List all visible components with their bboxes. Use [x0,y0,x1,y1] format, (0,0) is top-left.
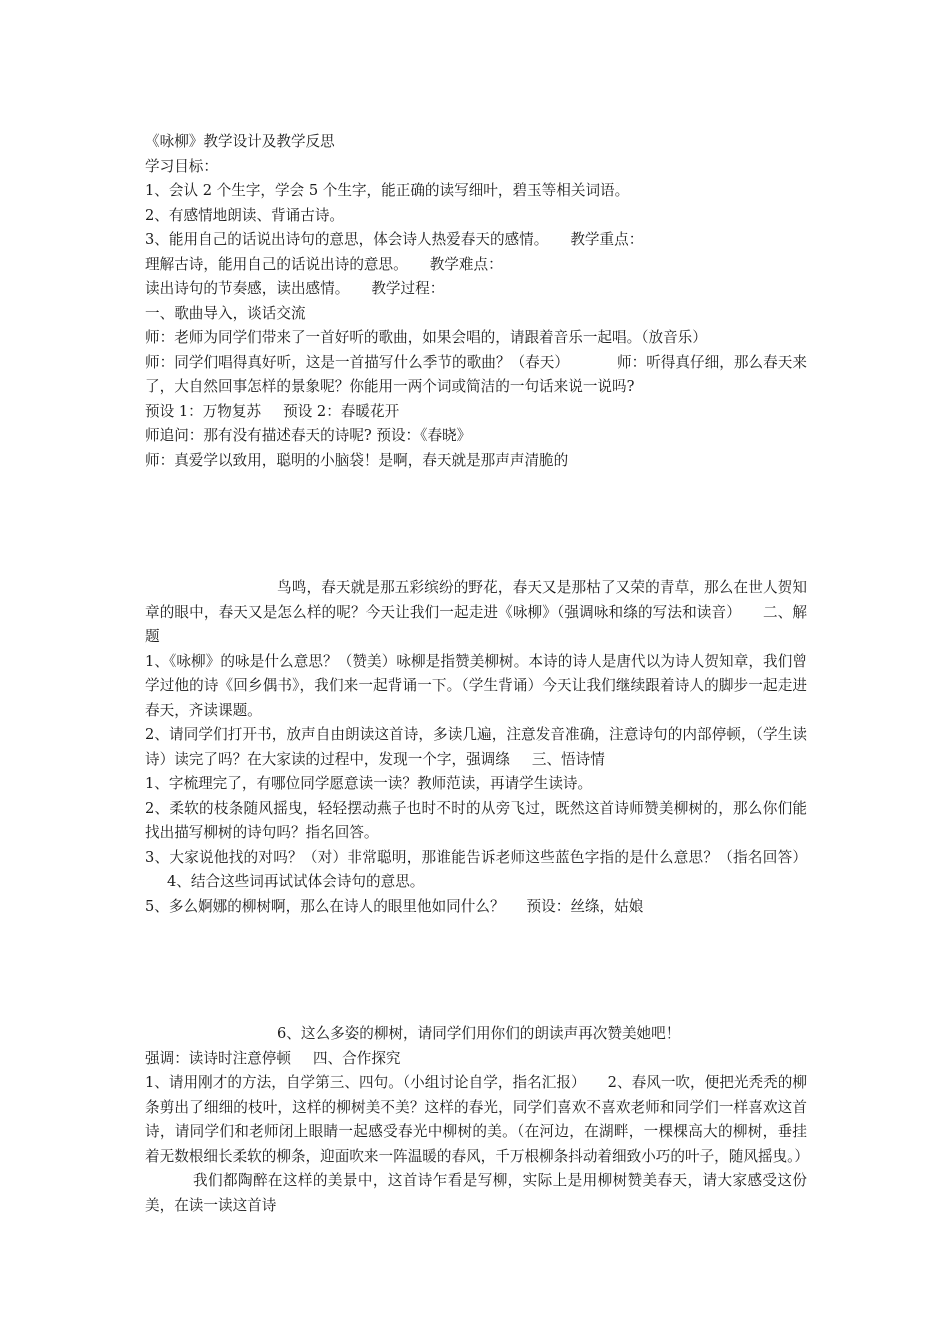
teacher-line-2: 师：同学们唱得真好听，这是一首描写什么季节的歌曲？（春天） 师：听得真仔细，那么春天来了，大自然回事怎样的景象呢？你能用一两个词或简洁的一句话来说一说吗? [145,353,807,395]
paragraph-praise: 6、这么多姿的柳树，请同学们用你们的朗读声再次赞美她吧！ [277,1025,681,1042]
objective-2: 2、有感情地朗读、背诵古诗。 [145,206,345,224]
difficulties-line [145,277,807,302]
teacher-followup: 师追问：那有没有描述春天的诗呢? 预设：《春晓》 [145,427,472,444]
paragraph-graceful: 5、多么婀娜的柳树啊，那么在诗人的眼里他如同什么？ 预设：丝绦，姑娘 [145,897,644,915]
difficulties-heading: 教学难点： [429,255,503,273]
key-points-line [145,253,807,278]
difficulties: 读出诗句的节奏感，读出感情。 [145,280,350,297]
preset-line: 预设 1：万物复苏 预设 2：春暖花开 [145,402,400,420]
paragraph-self-study: 1、请用刚才的方法，自学第三、四句。（小组讨论自学，指名汇报） 2、春风一吹，便把光秃秃的柳条剪出了细细的枝叶，这样的柳树美不美？这样的春光，同学们喜欢不喜欢老师和同学们一样喜欢这首诗，请同学们和老师闭上眼睛一起感受春光中柳树的美。（在河边，在湖畔，一棵棵高大的柳树，垂挂着无数根细长柔软的柳条，迎面吹来一阵温暖的春风，千万根柳条抖动着细致小巧的叶子，随风摇曳。）我们都陶醉在这样的美景中，这首诗乍看是写柳，实际上是用柳树赞美春天，请大家感受这份美，在读一读这首诗 [145,1074,810,1214]
section-objectives [145,130,807,473]
paragraph-find: 2、柔软的枝条随风摇曳，轻轻摆动燕子也时不时的从旁飞过，既然这首诗师赞美柳树的，那么你们能找出描写柳树的诗句吗？指名回答。 [145,799,807,841]
paragraph-blue-words: 3、大家说他找的对吗？（对）非常聪明，那谁能告诉老师这些蓝色字指的是什么意思？（指名回答）4、结合这些词再试试体会诗句的意思。 [145,848,807,890]
key-points-heading: 教学重点： [570,231,644,248]
step-2-heading: 二、解题 [145,603,807,645]
step-3-heading: 三、悟诗情 [531,750,605,768]
doc-title: 《咏柳》教学设计及教学反思 [145,133,335,150]
objective-1: 1、会认 2 个生字，学会 5 个生字，能正确的读写细叶，碧玉等相关词语。 [145,182,630,199]
teacher-line-3: 师：真爱学以致用，聪明的小脑袋！是啊，春天就是那声声清脆的 [145,451,569,469]
teacher-line-1: 师：老师为同学们带来了一首好听的歌曲，如果会唱的，请跟着音乐一起唱。（放音乐） [145,329,707,346]
paragraph-read: 2、请同学们打开书，放声自由朗读这首诗，多读几遍，注意发音准确，注意诗句的内部停顿，（学生读诗）读完了吗？在大家读的过程中，发现一个字，强调绦 三、悟诗情 [145,726,807,768]
paragraph-meaning: 1、《咏柳》的咏是什么意思？（赞美）咏柳是指赞美柳树。本诗的诗人是唐代以为诗人贺知章，我们曾学过他的诗《回乡偶书》，我们来一起背诵一下。（学生背诵）今天让我们继续跟着诗人的脚步一起走进春天，齐读课题。 [145,652,807,719]
process-heading: 教学过程： [371,280,445,297]
section-title-explain [145,576,807,919]
step-4-heading: 四、合作探究 [312,1049,401,1067]
key-points: 理解古诗，能用自己的话说出诗的意思。 [145,255,408,273]
objective-3-line [145,228,807,253]
objectives-heading: 学习目标： [145,157,218,175]
paragraph-emphasis: 强调：读诗时注意停顿 四、合作探究 [145,1049,401,1067]
paragraph-recite: 1、字梳理完了，有哪位同学愿意读一读？教师范读，再请学生读诗。 [145,775,593,792]
objective-3: 3、能用自己的话说出诗句的意思，体会诗人热爱春天的感情。 [145,231,549,248]
section-cooperation [145,1022,810,1218]
paragraph-spring: 鸟鸣，春天就是那五彩缤纷的野花，春天又是那枯了又荣的青草，那么在世人贺知章的眼中，春天又是怎么样的呢？今天让我们一起走进《咏柳》（强调咏和绦的写法和读音） 二、解题 [145,579,807,645]
step-1-heading: 一、歌曲导入，谈话交流 [145,304,306,322]
